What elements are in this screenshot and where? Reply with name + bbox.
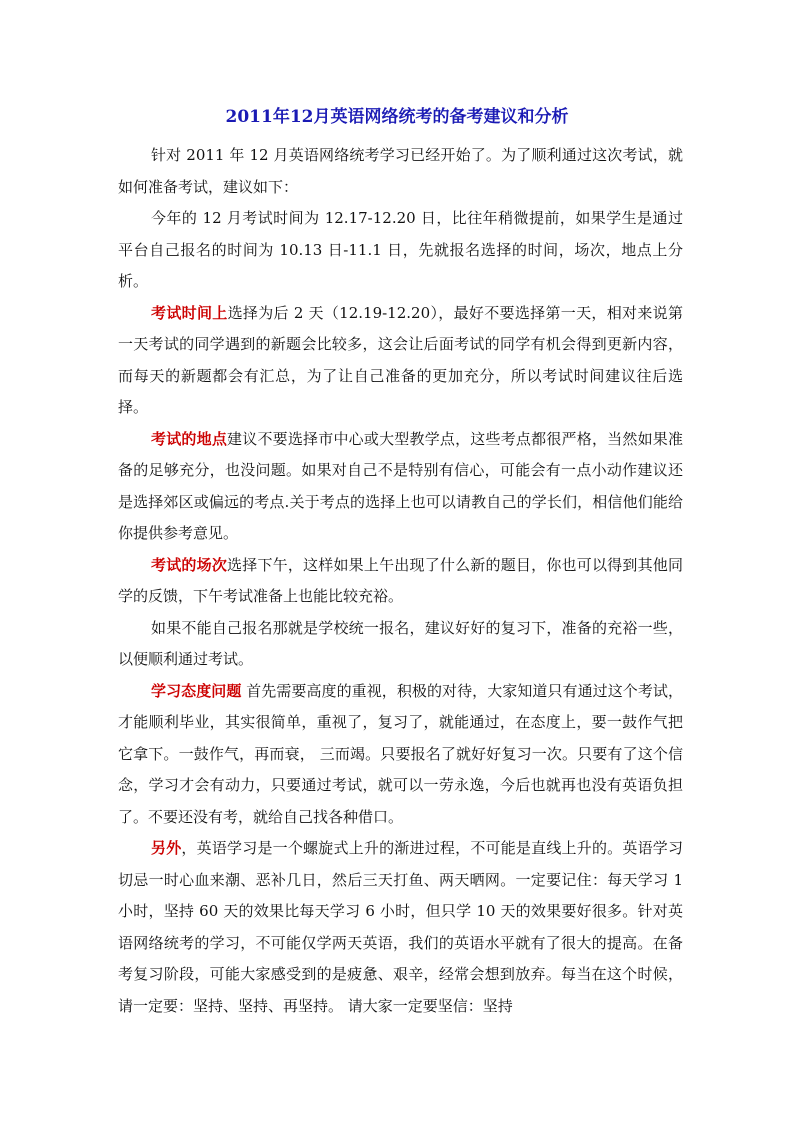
paragraph-text: 针对 2011 年 12 月英语网络统考学习已经开始了。为了顺利通过这次考试，就如何准备考试，建议如下： [118,146,683,196]
paragraph [118,676,683,834]
paragraph [118,613,683,676]
document-title: 2011年12月英语网络统考的备考建议和分析 [225,107,569,127]
paragraph-text: ，英语学习是一个螺旋式上升的渐进过程，不可能是直线上升的。英语学习切忌一时心血来潮、恶补几日，然后三天打鱼、两天晒网。一定要记住：每天学习 1 小时，坚持 60 天的效果比每天学习 6 小时，但只学 10 天的效果要好很多。针对英语网络统考的学习，不可能仅学两天英语，我们的英语水平就有了很大的提高。在备考复习阶段，可能大家感受到的是疲惫、艰辛，经常会想到放弃。每当在这个时候，请一定要：坚持、坚持、再坚持。 请大家一定要坚信：坚持 [118,839,683,1015]
document-body [118,140,683,1022]
paragraph [118,298,683,424]
paragraph-highlight: 学习态度问题 [151,681,242,700]
paragraph [118,140,683,203]
paragraph-highlight: 考试的地点 [151,429,228,448]
paragraph-highlight: 考试时间上 [151,303,228,322]
paragraph-text: 建议不要选择市中心或大型教学点，这些考点都很严格，当然如果准备的足够充分，也没问题。如果对自己不是特别有信心，可能会有一点小动作建议还是选择郊区或偏远的考点.关于考点的选择上也可以请教自己的学长们，相信他们能给你提供参考意见。 [118,429,683,542]
paragraph-text: 选择下午，这样如果上午出现了什么新的题目，你也可以得到其他同学的反馈，下午考试准备上也能比较充裕。 [118,555,683,605]
paragraph [118,833,683,1022]
paragraph-text: 首先需要高度的重视，积极的对待，大家知道只有通过这个考试，才能顺利毕业，其实很简单，重视了，复习了，就能通过，在态度上，要一鼓作气把它拿下。一鼓作气，再而衰， 三而竭。只要报名了就好好复习一次。只要有了这个信念，学习才会有动力，只要通过考试，就可以一劳永逸，今后也就再也没有英语负担了。不要还没有考，就给自己找各种借口。 [118,681,683,826]
paragraph-text: 今年的 12 月考试时间为 12.17-12.20 日，比往年稍微提前，如果学生是通过平台自己报名的时间为 10.13 日-11.1 日，先就报名选择的时间，场次，地点上分析。 [118,209,683,290]
paragraph-highlight: 考试的场次 [151,555,228,574]
paragraph [118,203,683,298]
paragraph [118,550,683,613]
paragraph [118,424,683,550]
paragraph-text: 如果不能自己报名那就是学校统一报名，建议好好的复习下，准备的充裕一些，以便顺利通过考试。 [118,618,683,668]
paragraph-text: 选择为后 2 天（12.19-12.20），最好不要选择第一天，相对来说第一天考试的同学遇到的新题会比较多，这会让后面考试的同学有机会得到更新内容，而每天的新题都会有汇总，为了让自己准备的更加充分，所以考试时间建议往后选择。 [118,303,683,416]
paragraph-highlight: 另外 [151,839,182,857]
